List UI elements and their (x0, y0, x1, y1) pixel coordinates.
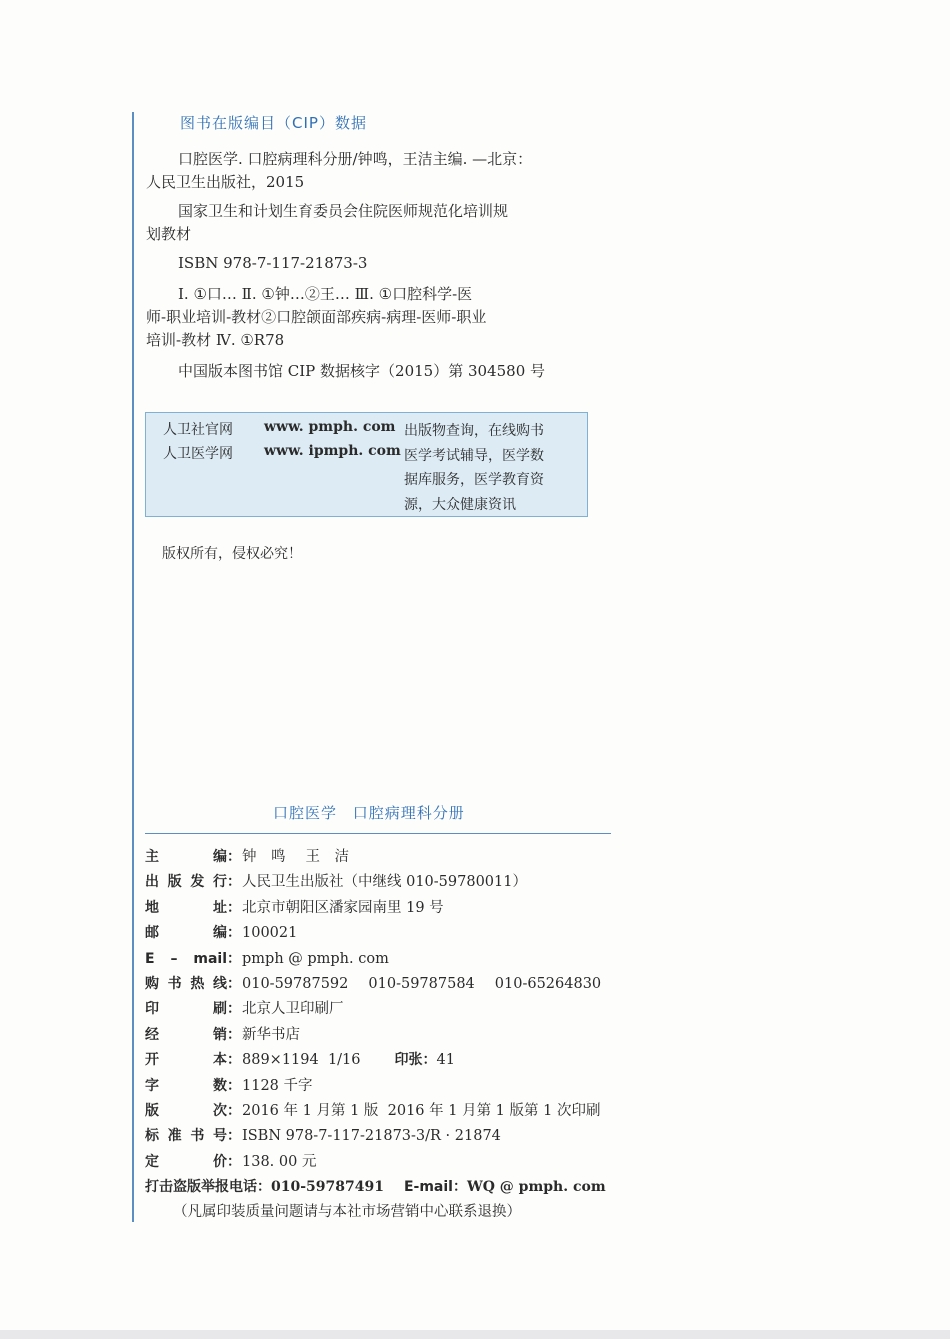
book-title-main: 口腔医学 (273, 804, 338, 822)
imprint-row-edition: 版 次 ： 2016 年 1 月第 1 版 2016 年 1 月第 1 版第 1 次印刷 (145, 1099, 625, 1124)
cip-record (146, 148, 596, 383)
description-line: 据库服务，医学教育资 (404, 472, 544, 488)
imprint-row-piracy (145, 1175, 625, 1200)
site-description (404, 419, 584, 517)
cip-classification: Ⅰ. ①口… Ⅱ. ①钟…②王… Ⅲ. ①口腔科学-医 (178, 285, 473, 303)
imprint-label: 购 书 热 线 (145, 975, 227, 992)
imprint-label: 印 刷 (145, 1001, 227, 1018)
imprint-label: 邮 编 (145, 925, 227, 942)
edition: 2016 年 1 月第 1 版 2016 年 1 月第 1 版第 1 次印刷 (242, 1102, 601, 1119)
editor-name: 王 洁 (305, 849, 349, 865)
imprint-row-wordcount: 字 数 ： 1128 千字 (145, 1074, 625, 1099)
imprint-label: 地 址 (145, 899, 227, 916)
imprint-row-printer: 印 刷 ： 北京人卫印刷厂 (145, 997, 625, 1022)
imprint-label: 字 数 (145, 1077, 227, 1094)
piracy-email[interactable]: WQ @ pmph. com (466, 1179, 606, 1196)
imprint-label: E – mail (145, 950, 227, 967)
cip-line: 划教材 (146, 225, 192, 243)
cip-classification: 师-职业培训-教材②口腔颌面部疾病-病理-医师-职业 (146, 308, 487, 326)
cip-isbn: ISBN 978-7-117-21873-3 (178, 254, 368, 272)
isbn: ISBN 978-7-117-21873-3/R · 21874 (242, 1128, 501, 1145)
imprint-label: 定 价 (145, 1153, 227, 1170)
piracy-phone: 010-59787491 (271, 1179, 384, 1196)
scan-edge (0, 1330, 950, 1339)
postcode: 100021 (242, 925, 298, 942)
copyright-notice: 版权所有，侵权必究！ (162, 546, 302, 562)
imprint-row-format: 开 本 ： 889×1194 1/16 印张： 41 (145, 1048, 625, 1073)
publisher: 人民卫生出版社（中继线 010-59780011） (242, 874, 527, 891)
page-format: 889×1194 1/16 (242, 1052, 361, 1069)
imprint-label: 出 版 发 行 (145, 874, 227, 891)
return-note: （凡属印装质量问题请与本社市场营销中心联系退换） (173, 1204, 521, 1221)
left-margin-rule (132, 112, 134, 1222)
title-rule (145, 833, 611, 834)
email[interactable]: pmph @ pmph. com (242, 950, 389, 967)
imprint-label: 经 销 (145, 1026, 227, 1043)
imprint-row-distributor: 经 销 ： 新华书店 (145, 1023, 625, 1048)
imprint-block (145, 845, 625, 1226)
editor-name: 钟 鸣 (242, 849, 286, 865)
piracy-label: 打击盗版举报电话： (145, 1179, 271, 1196)
hotline-number: 010-65264830 (494, 975, 602, 992)
imprint-label: 版 次 (145, 1102, 227, 1119)
imprint-row-price: 定 价 ： 138. 00 元 (145, 1150, 625, 1175)
imprint-label: 主 编 (145, 849, 227, 865)
cip-classification: 培训-教材 Ⅳ. ①R78 (146, 331, 285, 349)
description-line: 源，大众健康资讯 (404, 496, 516, 513)
site-url[interactable]: www. pmph. com (264, 419, 396, 435)
cip-title: 图书在版编目（CIP）数据 (180, 114, 367, 132)
book-title (273, 802, 465, 823)
site-name: 人卫社官网 (163, 422, 233, 438)
imprint-row-address: 地 址 ： 北京市朝阳区潘家园南里 19 号 (145, 896, 625, 921)
imprint-label: 标 准 书 号 (145, 1128, 227, 1145)
description-line: 出版物查询，在线购书 (404, 423, 544, 439)
website-info-box (145, 412, 588, 517)
sheets-label: 印张： (394, 1052, 437, 1069)
cip-line: 口腔医学. 口腔病理科分册/钟鸣，王洁主编. —北京： (178, 150, 533, 168)
imprint-row-editor: 主 编 ： 钟 鸣 王 洁 (145, 845, 625, 870)
hotline-number: 010-59787592 (242, 975, 349, 992)
price: 138. 00 元 (242, 1153, 317, 1170)
imprint-row-email: E – mail ： pmph @ pmph. com (145, 947, 625, 972)
imprint-row-postcode: 邮 编 ： 100021 (145, 921, 625, 946)
description-line: 医学考试辅导，医学数 (404, 447, 544, 464)
distributor: 新华书店 (242, 1026, 300, 1043)
imprint-row-hotline: 购 书 热 线 ： 010-59787592 010-59787584 010-65264830 (145, 972, 625, 997)
printer: 北京人卫印刷厂 (242, 1001, 344, 1018)
site-url[interactable]: www. ipmph. com (264, 443, 401, 459)
imprint-label: 开 本 (145, 1052, 227, 1069)
cip-line: 人民卫生出版社，2015 (146, 173, 305, 191)
address: 北京市朝阳区潘家园南里 19 号 (242, 899, 444, 916)
site-name: 人卫医学网 (163, 446, 233, 462)
hotline-number: 010-59787584 (368, 975, 475, 992)
piracy-email-label: E-mail： (403, 1179, 467, 1196)
cip-verification: 中国版本图书馆 CIP 数据核字（2015）第 304580 号 (178, 362, 546, 380)
sheets-count: 41 (436, 1052, 455, 1069)
imprint-row-publisher: 出 版 发 行 ： 人民卫生出版社（中继线 010-59780011） (145, 870, 625, 895)
cip-line: 国家卫生和计划生育委员会住院医师规范化培训规 (178, 202, 509, 220)
word-count: 1128 千字 (242, 1077, 313, 1094)
imprint-row-isbn: 标 准 书 号 ： ISBN 978-7-117-21873-3/R · 21874 (145, 1124, 625, 1149)
book-title-sub: 口腔病理科分册 (352, 804, 465, 822)
